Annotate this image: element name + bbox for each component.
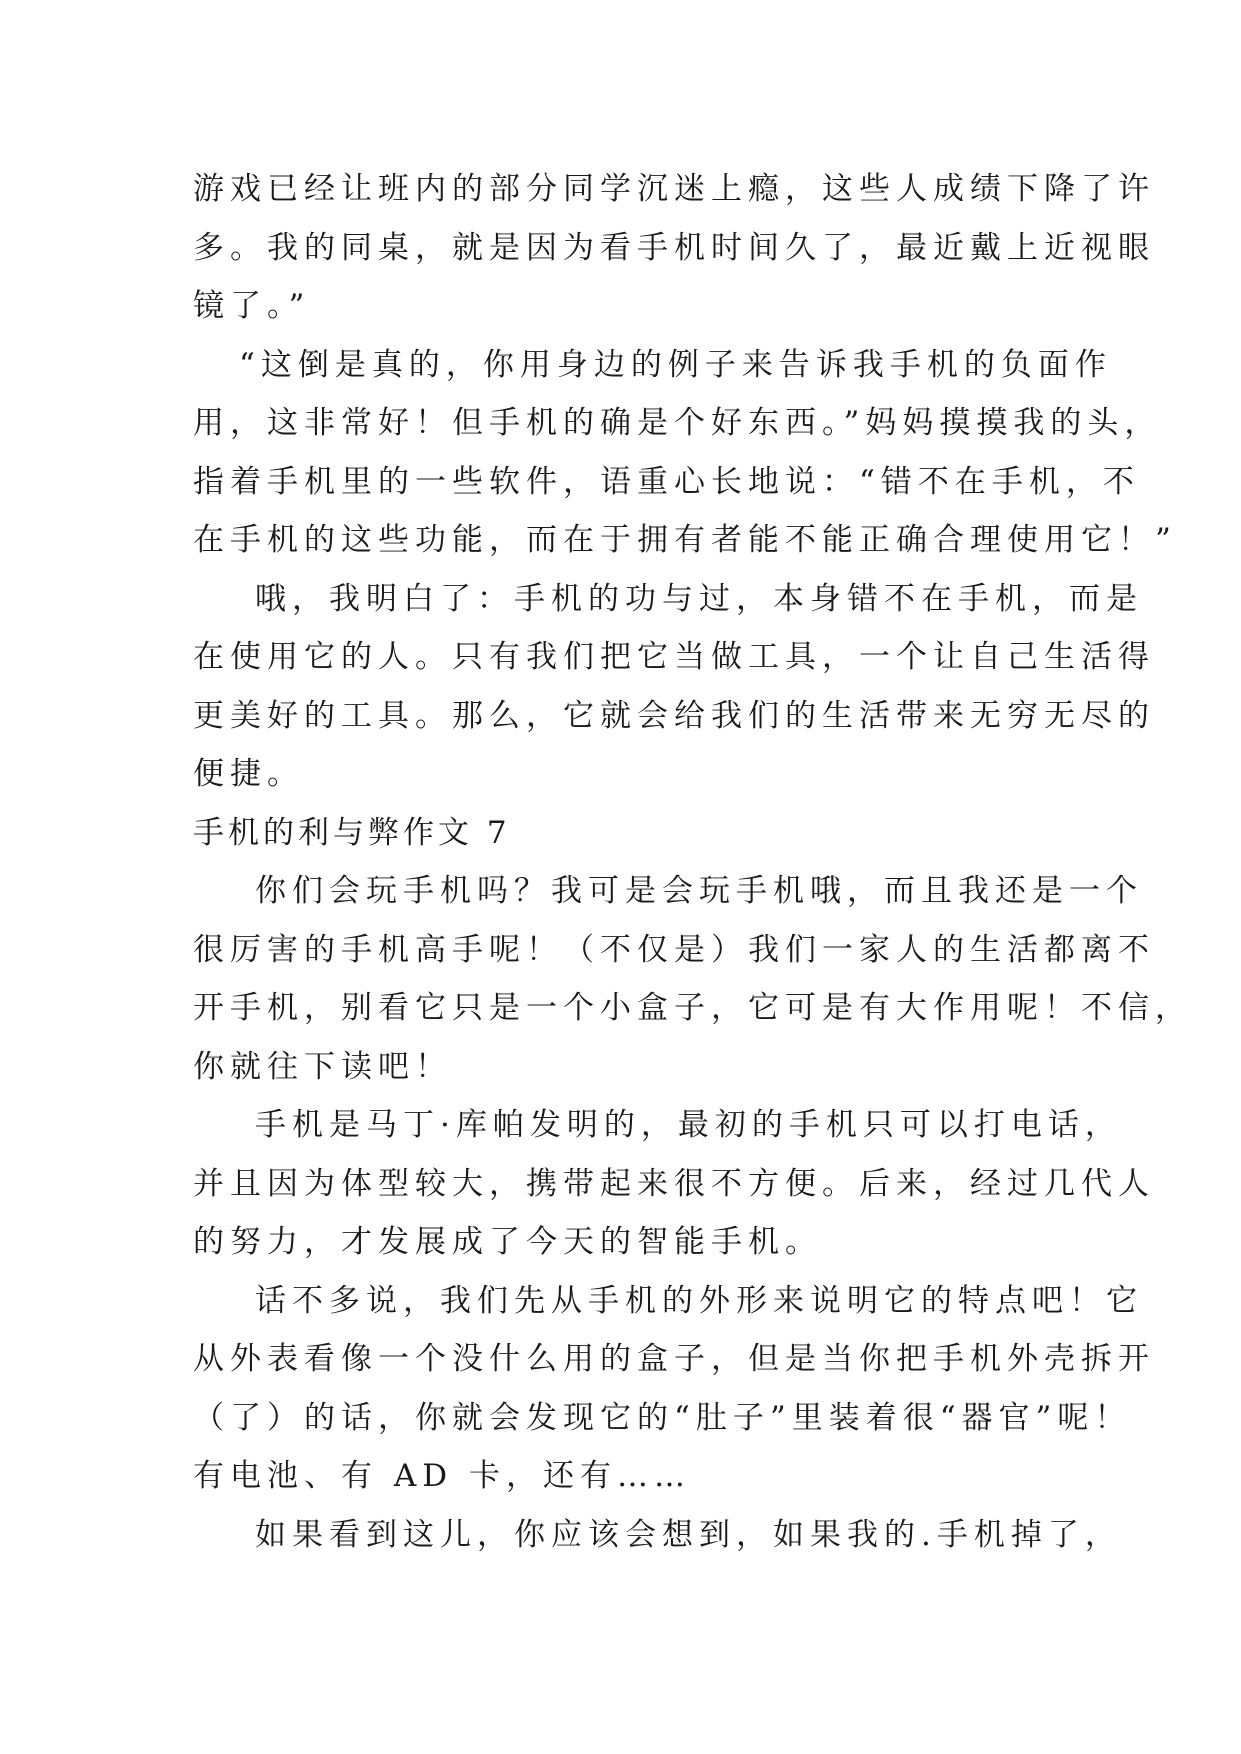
text-line: （了）的话，你就会发现它的“肚子”里装着很“器官”呢！ <box>193 1399 1132 1436</box>
text-line: 开手机，别看它只是一个小盒子，它可是有大作用呢！不信， <box>193 990 1192 1026</box>
text-line: 用，这非常好！但手机的确是个好东西。”妈妈摸摸我的头， <box>193 405 1162 441</box>
paragraph-start-line: 哦，我明白了：手机的功与过，本身错不在手机，而是 <box>255 580 1143 617</box>
text-line: 有电池、有 AD 卡，还有…… <box>193 1458 691 1494</box>
paragraph-start-line: 如果看到这儿，你应该会想到，如果我的.手机掉了， <box>255 1516 1122 1553</box>
text-line: 的努力，才发展成了今天的智能手机。 <box>193 1224 822 1260</box>
text-line: 游戏已经让班内的部分同学沉迷上瘾，这些人成绩下降了许 <box>193 171 1155 207</box>
text-line: 多。我的同桌，就是因为看手机时间久了，最近戴上近视眼 <box>193 229 1155 266</box>
text-line: 便捷。 <box>193 756 304 792</box>
paragraph-start-line: 话不多说，我们先从手机的外形来说明它的特点吧！它 <box>255 1282 1143 1319</box>
text-line: 在手机的这些功能，而在于拥有者能不能正确合理使用它！” <box>193 522 1177 558</box>
paragraph-start-line: 你们会玩手机吗？我可是会玩手机哦，而且我还是一个 <box>255 873 1143 909</box>
text-line: 更美好的工具。那么，它就会给我们的生活带来无穷无尽的 <box>193 697 1155 734</box>
text-line: 镜了。” <box>193 288 311 324</box>
text-line: 在使用它的人。只有我们把它当做工具，一个让自己生活得 <box>193 639 1155 675</box>
paragraph-start-line: “这倒是真的，你用身边的例子来告诉我手机的负面作 <box>239 346 1112 383</box>
document-body <box>193 160 1192 1564</box>
text-line: 你就往下读吧！ <box>193 1048 452 1085</box>
paragraph-start-line: 手机是马丁·库帕发明的，最初的手机只可以打电话， <box>255 1107 1122 1143</box>
text-line: 从外表看像一个没什么用的盒子，但是当你把手机外壳拆开 <box>193 1341 1155 1377</box>
text-line: 并且因为体型较大，携带起来很不方便。后来，经过几代人 <box>193 1165 1155 1202</box>
section-heading: 手机的利与弊作文 7 <box>193 814 511 851</box>
text-line: 指着手机里的一些软件，语重心长地说：“错不在手机，不 <box>193 463 1140 500</box>
text-line: 很厉害的手机高手呢！（不仅是）我们一家人的生活都离不 <box>193 931 1155 968</box>
